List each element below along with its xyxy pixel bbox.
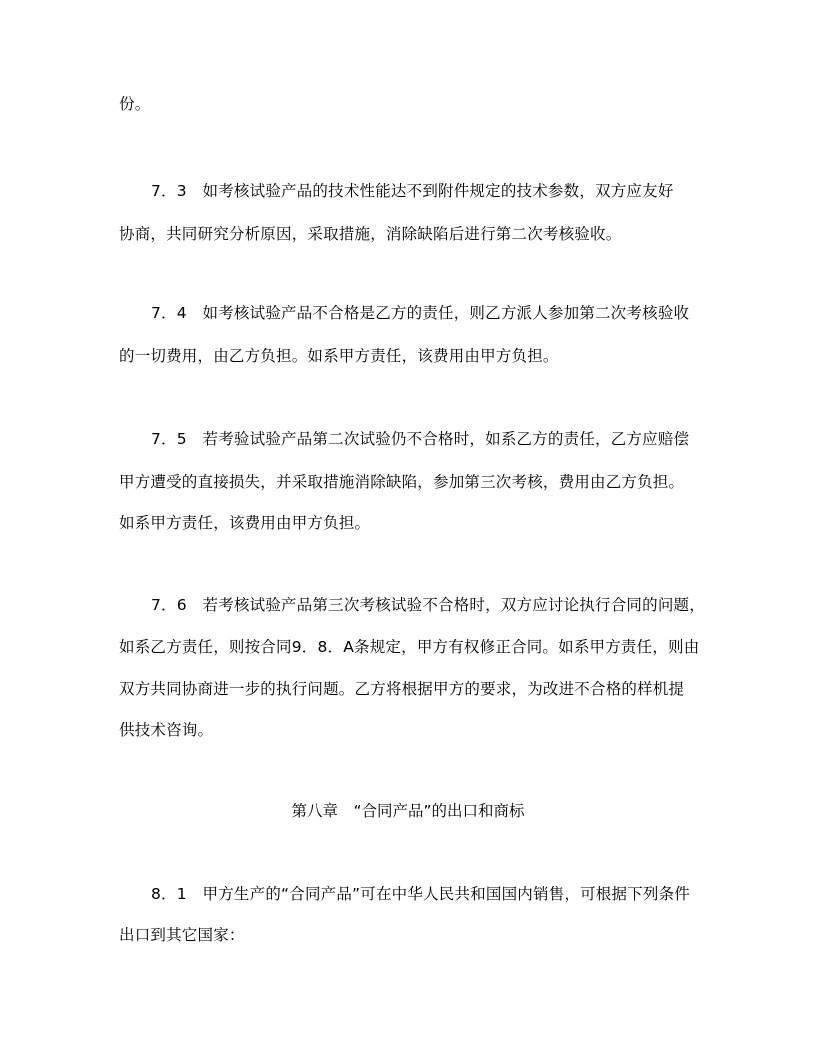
paragraph-line: 供技术咨询。	[119, 721, 214, 739]
paragraph-line: 甲方遭受的直接损失，并采取措施消除缺陷，参加第三次考核，费用由乙方负担。	[119, 473, 685, 491]
paragraph-7-5-line: 7．5 若考验试验产品第二次试验仍不合格时，如系乙方的责任，乙方应赔偿	[151, 430, 690, 448]
paragraph-7-4-line: 7．4 如考核试验产品不合格是乙方的责任，则乙方派人参加第二次考核验收	[151, 304, 690, 322]
paragraph-8-1-line: 8．1 甲方生产的“合同产品”可在中华人民共和国国内销售，可根据下列条件	[151, 885, 690, 903]
paragraph-line: 如系甲方责任，该费用由甲方负担。	[119, 514, 371, 532]
paragraph-line: 双方共同协商进一步的执行问题。乙方将根据甲方的要求，为改进不合格的样机提	[119, 680, 685, 698]
paragraph-line: 出口到其它国家：	[119, 926, 245, 944]
paragraph-line: 的一切费用，由乙方负担。如系甲方责任，该费用由甲方负担。	[119, 347, 559, 365]
paragraph-line: 如系乙方责任，则按合同9．8．A条规定，甲方有权修正合同。如系甲方责任，则由	[119, 638, 700, 656]
paragraph-line: 份。	[119, 95, 151, 113]
chapter-heading: 第八章 “合同产品”的出口和商标	[291, 802, 525, 820]
paragraph-7-3-line: 7．3 如考核试验产品的技术性能达不到附件规定的技术参数，双方应友好	[151, 182, 674, 200]
paragraph-line: 协商，共同研究分析原因，采取措施，消除缺陷后进行第二次考核验收。	[119, 225, 622, 243]
paragraph-7-6-line: 7．6 若考核试验产品第三次考核试验不合格时，双方应讨论执行合同的问题，	[151, 596, 705, 614]
